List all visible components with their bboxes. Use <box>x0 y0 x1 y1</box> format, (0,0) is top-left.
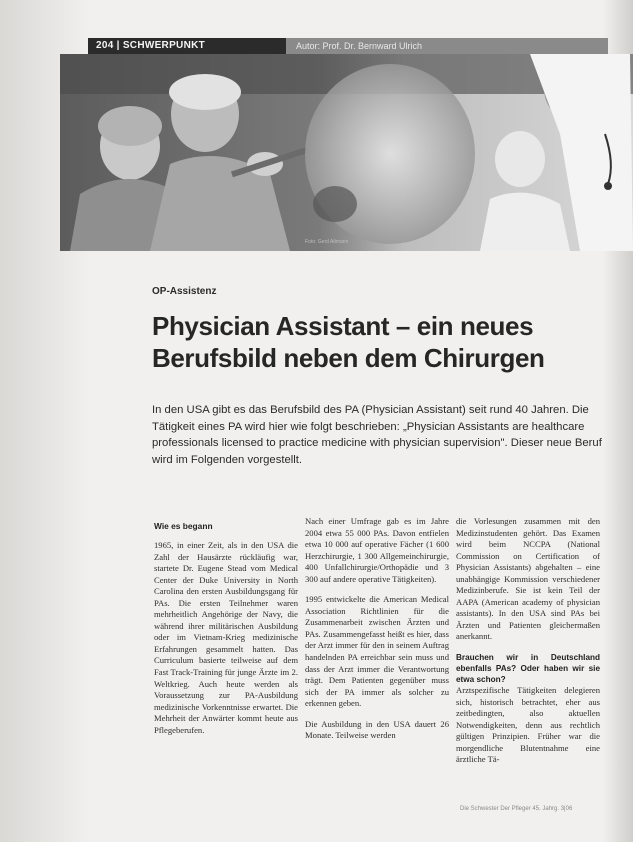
paragraph: Arztspezifische Tätigkeiten delegieren sich, historisch betrachtet, eher aus zeitbedingten, also aktuellen Notwendigkeiten, denn aus rechtlich gültigen Prinzipien. Früher war die morgendliche Blutentnahme eine ärztliche Tä- <box>456 685 600 765</box>
paragraph: Nach einer Umfrage gab es im Jahre 2004 etwa 55 000 PAs. Davon entfielen etwa 10 000 auf operative Fächer (1 600 Herzchirurgie, 1 300 Allgemeinchirurgie, 400 Unfallchirurgie/Orthopädie und 3 300 auf andere operative Tätigkeiten). <box>305 516 449 584</box>
author-line: Autor: Prof. Dr. Bernward Ulrich <box>286 38 608 54</box>
section-header <box>88 38 608 54</box>
text-column-3 <box>456 516 600 775</box>
text-column-1 <box>154 521 298 745</box>
article-kicker: OP-Assistenz <box>152 286 217 297</box>
journal-footer: Die Schwester Der Pfleger 45. Jahrg. 3|06 <box>460 806 573 812</box>
title-line-1: Physician Assistant – ein neues <box>152 311 534 341</box>
section-label: 204 | SCHWERPUNKT <box>88 38 286 54</box>
photo-credit: Foto: Gerd Altmann <box>305 239 349 245</box>
hero-photo <box>60 54 633 251</box>
section-heading-origin: Wie es begann <box>154 521 213 531</box>
paragraph: 1995 entwickelte die American Medical Association Richtlinien für die Zusammenarbeit zwischen Ärzten und PAs. Zusammengefasst heißt es hier, dass der Arzt immer für den in seinem Auftrag handelnden PA erreichbar sein muss und dass der Arzt immer die Verantwortung trägt. Dem Patienten gegenüber muss sich der PA immer als solcher zu erkennen geben. <box>305 594 449 709</box>
paragraph: Die Ausbildung in den USA dauert 26 Monate. Teilweise werden <box>305 718 449 741</box>
article-lead: In den USA gibt es das Berufsbild des PA (Physician Assistant) seit rund 40 Jahren. Die Tätigkeit eines PA wird hier wie folgt beschrieben: „Physician Assistants are healthcare professionals licensed to practice medicine with physician supervision". Dieser neue Beruf wird im Folgenden vorgestellt. <box>152 404 602 466</box>
paragraph: die Vorlesungen zusammen mit den Medizinstudenten gehört. Das Examen wird beim NCCPA (National Commission on Certification of Physician Assistants) abgehalten – eine unabhängige Kommission verschiedener Medizinberufe. Sie ist kein Teil der AAPA (American academy of physician assistants). In den USA sind PAs bei Ärzten und Patienten gleichermaßen anerkannt. <box>456 516 600 642</box>
text-column-2 <box>305 516 449 751</box>
paragraph: 1965, in einer Zeit, als in den USA die Zahl der Hausärzte rückläufig war, startete Dr. Eugene Stead vom Medical Center der Duke University in North Carolina den ersten Ausbildungsgang für PAs. Die ersten Teilnehmer waren mehrheitlich Angehörige der Navy, die während ihrer militärischen Ausbildung oder im Vietnam-Krieg medizinische Erfahrungen gesammelt hatten. Das Curriculum basierte teilweise auf dem Fast Track-Training für junge Ärzte im 2. Weltkrieg. Auch heute werden als Voraussetzung zur PA-Ausbildung medizinische Vorkenntnisse erwartet. Die Mehrheit der Anwärter kommt heute aus Pflegeberufen. <box>154 540 298 735</box>
title-line-2: Berufsbild neben dem Chirurgen <box>152 343 545 373</box>
article-title <box>152 310 592 374</box>
operating-room-photo <box>60 54 633 251</box>
section-heading-germany: Brauchen wir in Deutschland ebenfalls PAs? Oder haben wir sie etwa schon? <box>456 653 600 685</box>
